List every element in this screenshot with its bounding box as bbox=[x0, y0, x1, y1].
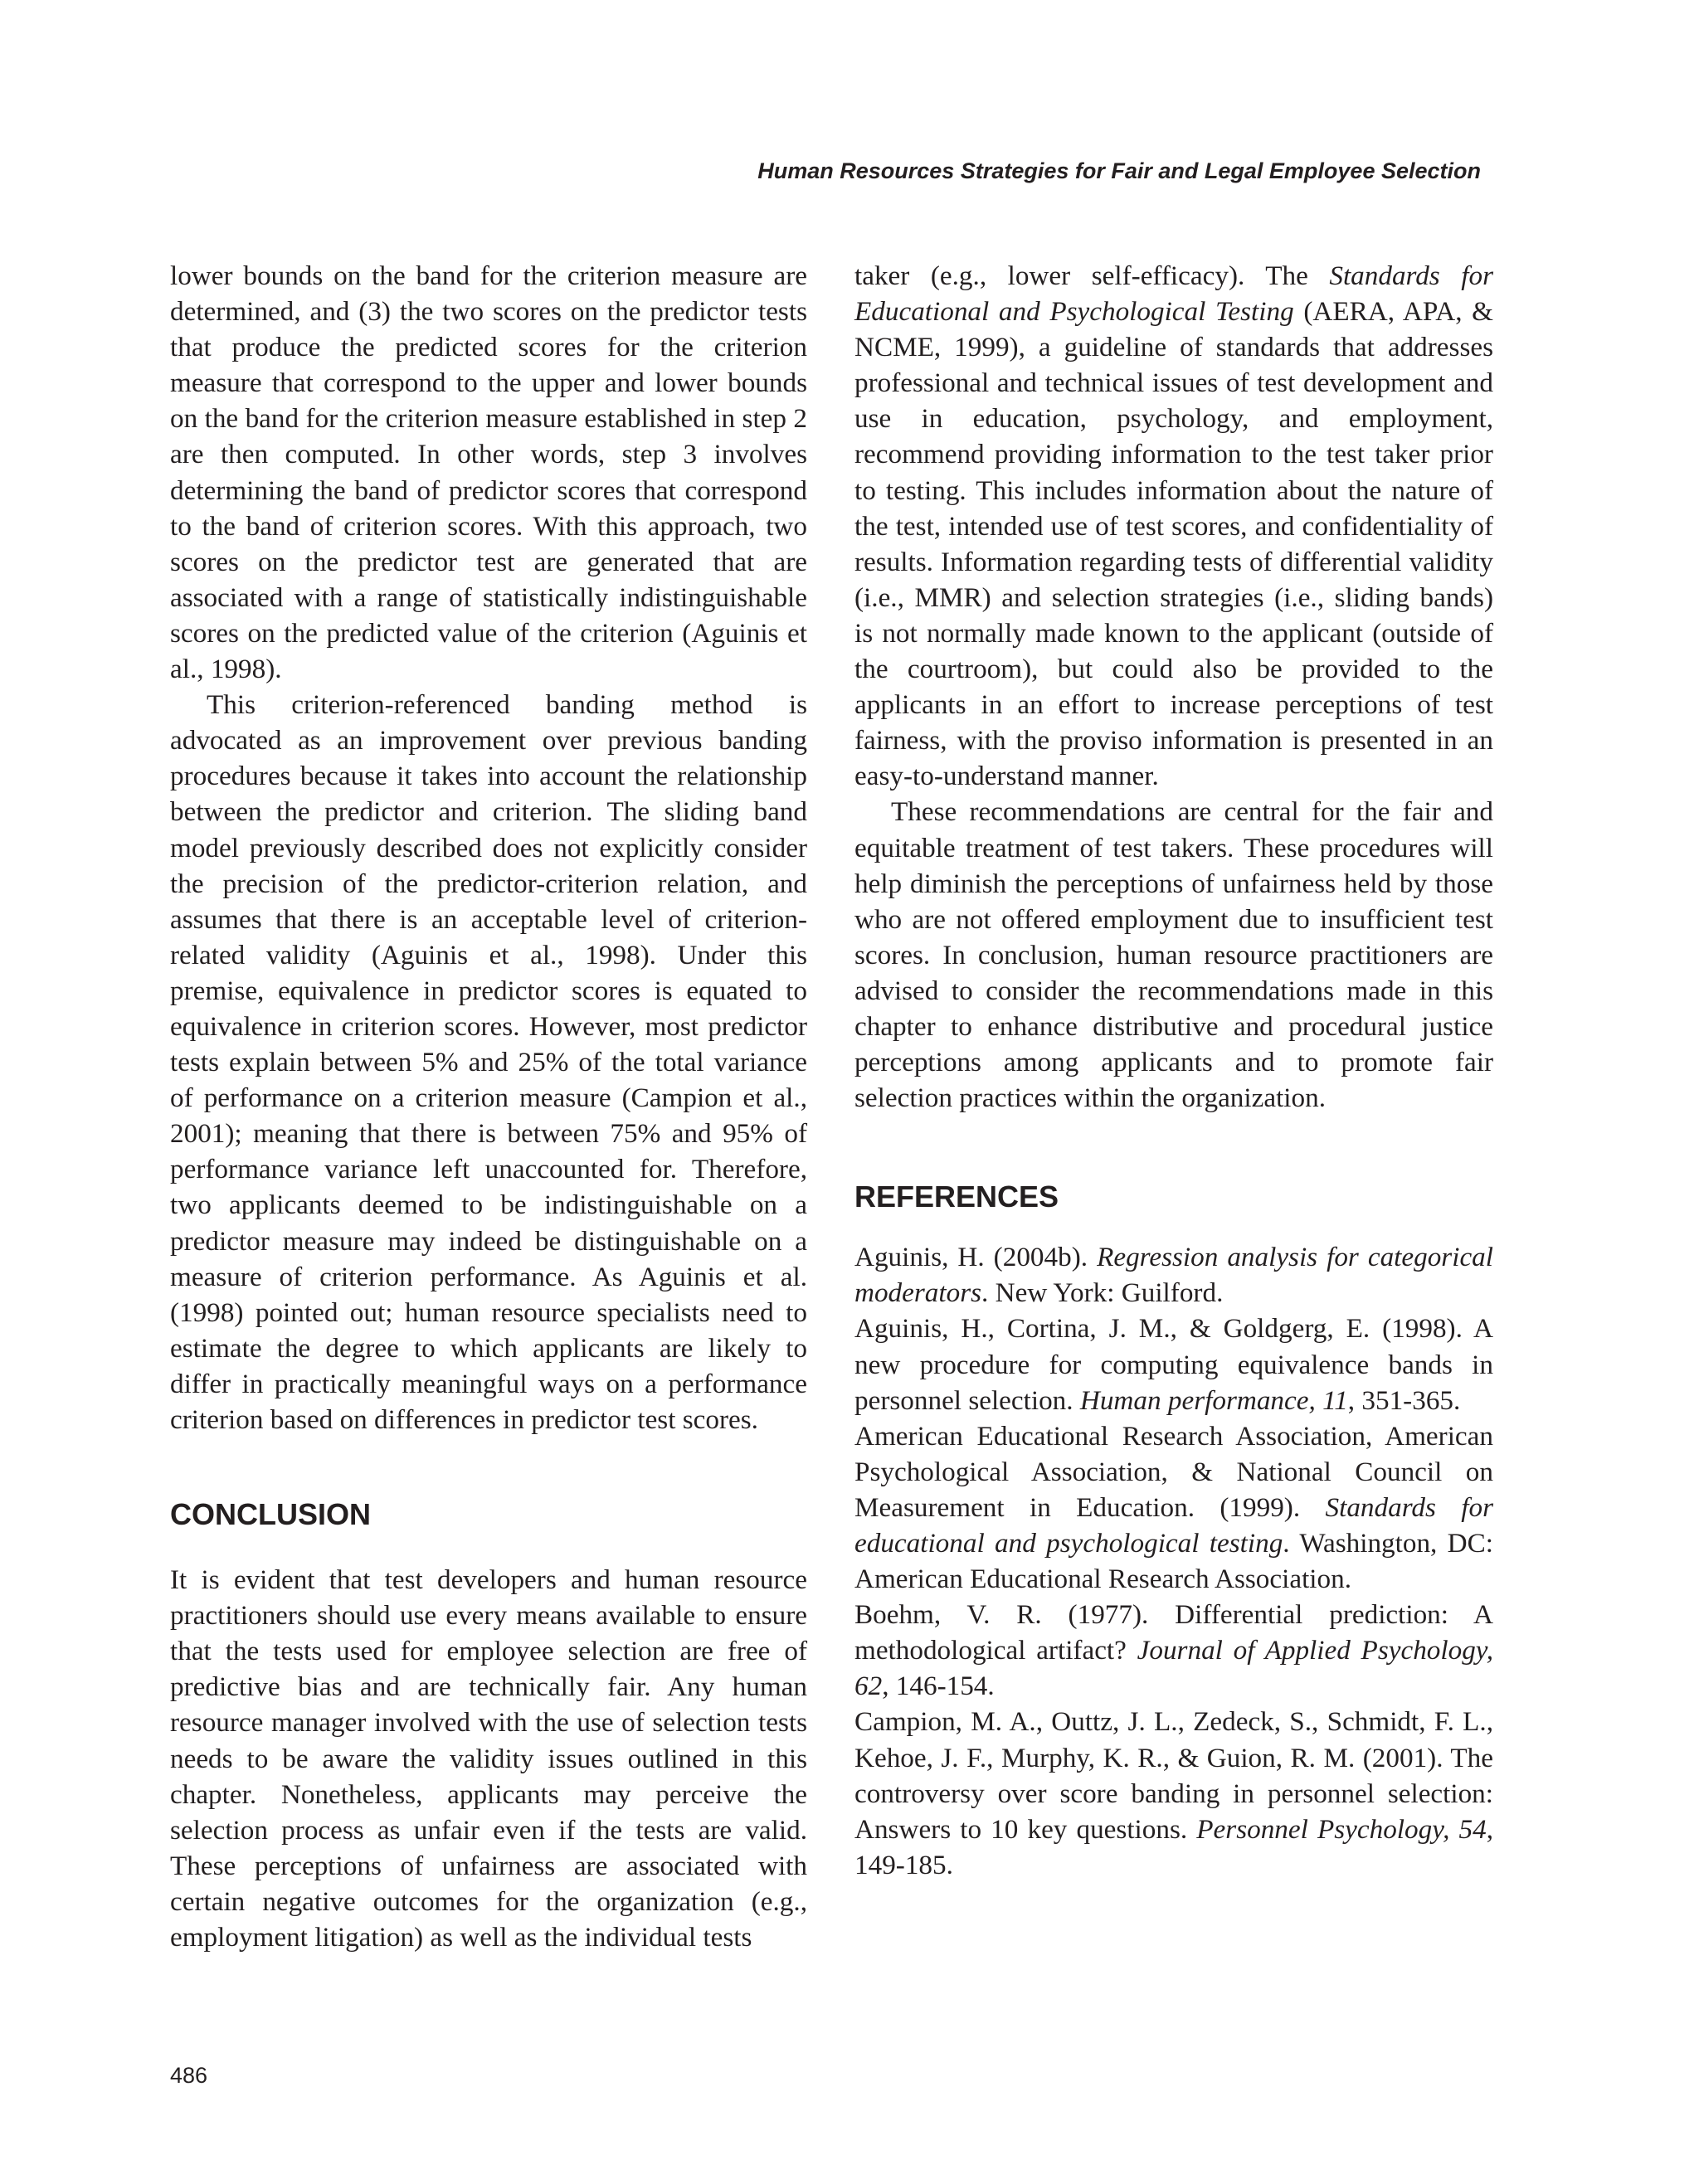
running-header: Human Resources Strategies for Fair and Legal Employee Selection bbox=[757, 158, 1481, 183]
page-number: 486 bbox=[170, 2063, 208, 2088]
reference-text: . Washington, DC: American Educational Research Association. bbox=[854, 1528, 1493, 1595]
reference-text: , 351-365. bbox=[1347, 1384, 1461, 1416]
references-list bbox=[854, 1239, 1493, 1883]
reference-text: Boehm, V. R. (1977). Differential prediction: A methodological artifact? bbox=[854, 1599, 1493, 1666]
reference-title: Standards for educational and psychological testing bbox=[854, 1491, 1493, 1559]
paragraph-standards bbox=[854, 258, 1493, 794]
reference-text: Campion, M. A., Outtz, J. L., Zedeck, S., Schmidt, F. L., Kehoe, J. F., Murphy, K. R., & Guion, R. M. (2001). The controversy over score banding in personnel selection: Answers to 10 key questions. bbox=[854, 1706, 1493, 1845]
reference-entry bbox=[854, 1239, 1493, 1311]
standards-title: Standards for Educational and Psychological Testing bbox=[854, 260, 1493, 328]
left-column bbox=[170, 258, 807, 1955]
paragraph-continued: lower bounds on the band for the criterion measure are determined, and (3) the two scores on the predictor tests that produce the predicted scores for the criterion measure that correspond to the upper and lower bounds on the band for the criterion measure established in step 2 are then computed. In other words, step 3 involves determining the band of predictor scores that correspond to the band of criterion scores. With this approach, two scores on the predictor test are generated that are associated with a range of statistically indistinguishable scores on the predicted value of the criterion (Aguinis et al., 1998). bbox=[170, 260, 807, 685]
reference-title: Human performance, 11 bbox=[1079, 1384, 1348, 1416]
reference-title: Personnel Psychology, 54 bbox=[1196, 1813, 1487, 1845]
reference-text: , 146-154. bbox=[882, 1671, 995, 1702]
right-column bbox=[854, 258, 1493, 1883]
references-heading: REFERENCES bbox=[854, 1180, 1059, 1214]
reference-text: , 149-185. bbox=[854, 1813, 1493, 1880]
paragraph-conclusion: It is evident that test developers and human resource practitioners should use every means available to ensure that the tests used for employee selection are free of predictive bias and are technically fair. Any human resource manager involved with the use of selection tests needs to be aware the validity issues outlined in this chapter. Nonetheless, applicants may perceive the selection process as unfair even if the tests are valid. These perceptions of unfairness are associated with certain negative outcomes for the organization (e.g., employment litigation) as well as the individual tests bbox=[170, 1564, 807, 1953]
paragraph-recommendations: These recommendations are central for the fair and equitable treatment of test takers. These procedures will help diminish the perceptions of unfairness held by those who are not offered employment due to insufficient test scores. In conclusion, human resource practitioners are advised to consider the recommendations made in this chapter to enhance distributive and procedural justice perceptions among applicants and to promote fair selection practices within the organization. bbox=[854, 796, 1493, 1114]
standards-text-post: (AERA, APA, & NCME, 1999), a guideline of standards that addresses professional and technical issues of test development and use in education, psychology, and employment, recommend providing information to the test taker prior to testing. This includes information about the nature of the test, intended use of test scores, and confidentiality of results. Information regarding tests of differential validity (i.e., MMR) and selection strategies (i.e., sliding bands) is not normally made known to the applicant (outside of the courtroom), but could also be provided to the applicants in an effort to increase perceptions of test fairness, with the proviso information is presented in an easy-to-understand manner. bbox=[854, 296, 1493, 792]
paragraph-criterion-banding: This criterion-referenced banding method is advocated as an improvement over previous banding procedures because it takes into account the relationship between the predictor and criterion. The sliding band model previously described does not explicitly consider the precision of the predictor-criterion relation, and assumes that there is an acceptable level of criterion-related validity (Aguinis et al., 1998). Under this premise, equivalence in predictor scores is equated to equivalence in criterion scores. However, most predictor tests explain between 5% and 25% of the total variance of performance on a criterion measure (Campion et al., 2001); meaning that there is between 75% and 95% of performance variance left unaccounted for. Therefore, two applicants deemed to be indistinguishable on a predictor measure may indeed be distinguishable on a measure of criterion performance. As Aguinis et al. (1998) pointed out; human resource specialists need to estimate the degree to which applicants are likely to differ in practically meaningful ways on a performance criterion based on differences in predictor test scores. bbox=[170, 689, 807, 1435]
reference-text: . New York: Guilford. bbox=[981, 1277, 1224, 1309]
reference-text: Aguinis, H. (2004b). bbox=[854, 1242, 1098, 1273]
reference-title: Regression analysis for categorical moderators bbox=[854, 1242, 1493, 1309]
reference-title: Journal of Applied Psychology, 62 bbox=[854, 1635, 1494, 1702]
reference-entry bbox=[854, 1418, 1493, 1597]
reference-text: Aguinis, H., Cortina, J. M., & Goldgerg, E. (1998). A new procedure for computing equivalence bands in personnel selection. bbox=[854, 1313, 1493, 1416]
reference-text: American Educational Research Association, American Psychological Association, & National Council on Measurement in Education. (1999). bbox=[854, 1420, 1493, 1523]
reference-entry bbox=[854, 1597, 1493, 1704]
reference-entry bbox=[854, 1704, 1493, 1882]
conclusion-heading: CONCLUSION bbox=[170, 1497, 371, 1532]
standards-text-pre: taker (e.g., lower self-efficacy). The bbox=[854, 260, 1330, 291]
reference-entry bbox=[854, 1311, 1493, 1418]
